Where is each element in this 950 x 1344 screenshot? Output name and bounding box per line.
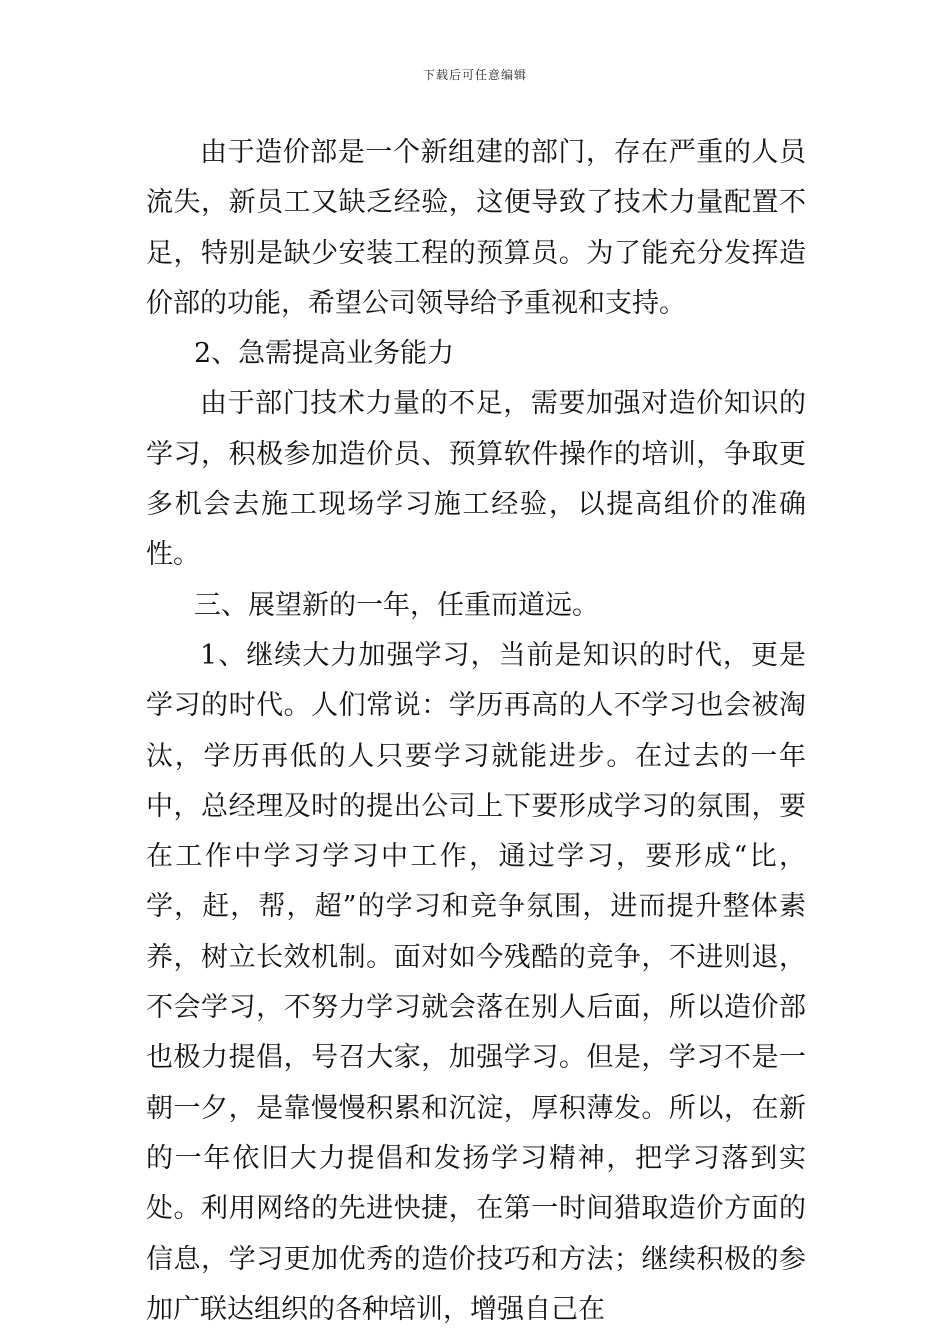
section-heading-outlook: 三、展望新的一年，任重而道远。 bbox=[194, 589, 599, 621]
paragraph-continue-learning: 1、继续大力加强学习，当前是知识的时代，更是学习的时代。人们常说：学历再高的人不学习也会被淘汰，学历再低的人只要学习就能进步。在过去的一年中，总经理及时的提出公司上下要形成学习的氛围，要在工作中学习学习中工作，通过学习，要形成“比，学，赶，帮，超”的学习和竞争氛围，进而提升整体素养，树立长效机制。面对如今残酷的竞争，不进则退，不会学习，不努力学习就会落在别人后面，所以造价部也极力提倡，号召大家，加强学习。但是，学习不是一朝一夕，是靠慢慢积累和沉淀，厚积薄发。所以，在新的一年依旧大力提倡和发扬学习精神，把学习落到实处。利用网络的先进快捷，在第一时间猎取造价方面的信息，学习更加优秀的造价技巧和方法；继续积极的参加广联达组织的各种培训，增强自己在 bbox=[146, 639, 806, 1325]
page-header: 下载后可任意编辑 bbox=[422, 68, 527, 82]
paragraph-staffing-shortage: 由于造价部是一个新组建的部门，存在严重的人员流失，新员工又缺乏经验，这便导致了技术力量配置不足，特别是缺少安装工程的预算员。为了能充分发挥造价部的功能，希望公司领导给予重视和支持。 bbox=[146, 137, 806, 319]
section-heading-improve-skills: 2、急需提高业务能力 bbox=[194, 338, 455, 370]
document-body bbox=[146, 128, 806, 1335]
paragraph-training-needs: 由于部门技术力量的不足，需要加强对造价知识的学习，积极参加造价员、预算软件操作的培训，争取更多机会去施工现场学习施工经验，以提高组价的准确性。 bbox=[146, 388, 806, 571]
